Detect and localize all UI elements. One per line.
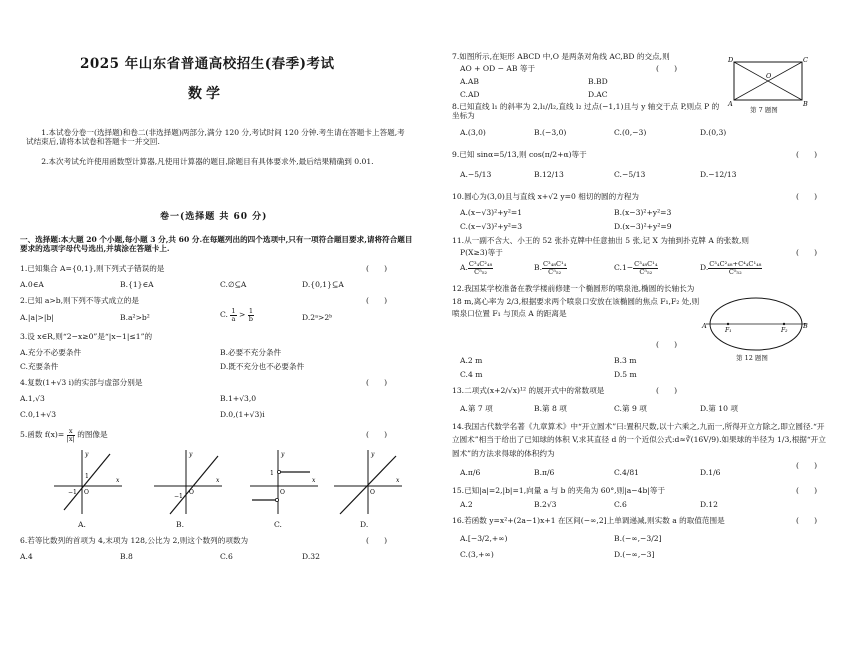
q14-answer-paren: ( ) (796, 461, 818, 470)
q5-graph-a (52, 448, 124, 516)
q4-option-b: B.1+√3,0 (220, 394, 257, 403)
q5-option-c-label: C. (274, 520, 282, 529)
fig12-ellipse-diagram (702, 294, 808, 354)
q5-option-a-label: A. (78, 520, 86, 529)
fig12-label-f1: F₁ (725, 327, 732, 334)
q15-answer-paren: ( ) (796, 486, 818, 495)
note-2: 2.本次考试允许使用函数型计算器,凡使用计算器的题目,除题目有具体要求外,最后结果精确到 0.01. (41, 157, 374, 166)
q5a-label-one: 1 (85, 473, 89, 480)
q1-option-d: D.{0,1}⊆A (302, 280, 344, 289)
q12-option-a: A.2 m (460, 356, 483, 365)
q8-option-b: B.(−3,0) (534, 128, 567, 137)
q15-option-c: C.6 (614, 500, 627, 509)
q6-stem: 6.若等比数列的首项为 4,末项为 128,公比为 2,则这个数列的项数为 (20, 536, 249, 545)
q14-stem: 14.我国古代数学名著《九章算术》中“开立圆术”曰:置积尺数,以十六乘之,九而一,所得开立方除之,即立圆径.“开立圆术”相当于给出了已知球的体积 V,求其直径 d 的一个近似公式:d≈∛(16V/9).如果球的半径为 1/3,根据“开立圆术”的方法求得球的体积约为 (452, 422, 826, 458)
q3-option-d: D.既不充分也不必要条件 (220, 362, 305, 371)
q1-option-a: A.0∈A (20, 280, 44, 289)
q10-option-d: D.(x−3)²+y²=9 (614, 222, 672, 231)
q5b-label-y: y (189, 451, 193, 458)
q11a-num: C³₄C²₄₈ (468, 260, 493, 268)
q11-option-a (460, 261, 493, 275)
q14-option-c: C.4/81 (614, 468, 640, 477)
q14-option-a: A.π/6 (460, 468, 481, 477)
q15-option-d: D.12 (700, 500, 718, 509)
q5d-label-y: y (371, 451, 375, 458)
q9-stem: 9.已知 sinα=5/13,则 cos(π/2+α)等于 (452, 150, 587, 159)
q5-frac-den: |x| (66, 434, 75, 443)
q15-stem: 15.已知|a|=2,|b|=1,向量 a 与 b 的夹角为 60°,则|a−4b|等于 (452, 486, 666, 495)
q13-option-c: C.第 9 项 (614, 404, 647, 413)
section-title: 卷一(选择题 共 60 分) (160, 212, 268, 222)
q5b-label-origin: O (189, 489, 194, 496)
q2-option-c-right-fraction (248, 308, 254, 322)
fig12-caption: 第 12 题图 (736, 354, 768, 362)
q15-option-b: B.2√3 (534, 500, 557, 509)
q5-graph-b (152, 448, 224, 516)
q11-stem-line2: P(X≥3)等于 (460, 248, 503, 257)
q10-option-c: C.(x−√3)²+y²=3 (460, 222, 523, 231)
q14-option-b: B.π/6 (534, 468, 555, 477)
q5b-label-neg-one: −1 (174, 493, 183, 500)
q6-option-b: B.8 (120, 552, 133, 561)
q12-option-c: C.4 m (460, 370, 483, 379)
section-instructions: 一、选择题:本大题 20 个小题,每小题 3 分,共 60 分.在每题列出的四个选项中,只有一项符合题目要求,请将符合题目要求的选项字母代号选出,并填涂在答题卡上. (20, 235, 413, 254)
q5-frac-num: x (67, 428, 75, 436)
q2-option-c (220, 308, 254, 322)
q11b-num: C³₄₈C¹₄ (543, 260, 567, 268)
q16-option-c: C.(3,+∞) (460, 550, 494, 559)
q13-stem: 13.二项式(x+2/√x)¹² 的展开式中的常数项是 (452, 386, 605, 395)
fig7-label-o: O (766, 72, 772, 80)
q11c-den: C⁵₅₂ (639, 267, 653, 276)
q5c-open-dot-lower (275, 498, 278, 501)
q3-stem: 3.设 x∈R,则“2−x≥0”是“|x−1|≤1”的 (20, 332, 153, 341)
left-page (12, 0, 422, 671)
q9-option-c: C.−5/13 (614, 170, 646, 179)
q7-option-d: D.AC (588, 90, 608, 99)
q2-option-b: B.a²>b² (120, 313, 150, 322)
fig12-label-b: B (803, 322, 808, 330)
fig12-label-a: A (702, 322, 707, 330)
q2c-right-den: b (248, 314, 254, 323)
q2-answer-paren: ( ) (366, 296, 388, 305)
fig7-label-c: C (803, 56, 808, 64)
q4-stem: 4.复数(1+√3 i)的实部与虚部分别是 (20, 378, 143, 387)
q3-option-a: A.充分不必要条件 (20, 348, 82, 357)
q11-option-a-label: A. (460, 263, 468, 273)
q5b-label-x: x (216, 477, 220, 484)
q7-option-a: A.AB (460, 77, 479, 86)
q13-option-b: B.第 8 项 (534, 404, 567, 413)
q11-option-b (534, 261, 567, 275)
q8-stem: 8.已知直线 l₁ 的斜率为 2,l₁//l₂,直线 l₂ 过点(−1,1)且与 y 轴交于点 P,则点 P 的坐标为 (452, 102, 720, 121)
q11d-den: C⁵₅₂ (728, 267, 742, 276)
fig7-label-d: D (728, 56, 734, 64)
q2-option-d: D.2ᵃ>2ᵇ (302, 313, 333, 322)
q11b-den: C⁵₅₂ (548, 267, 562, 276)
q1-stem: 1.已知集合 A={0,1},则下列式子错误的是 (20, 264, 165, 273)
q2c-right-num: 1 (248, 307, 254, 315)
q5-stem (20, 428, 108, 442)
right-page (438, 0, 848, 671)
q6-option-a: A.4 (20, 552, 33, 561)
q8-option-a: A.(3,0) (460, 128, 486, 137)
q9-option-d: D.−12/13 (700, 170, 737, 179)
q11-option-d-fraction (708, 261, 762, 275)
q11-stem: 11.从一副不含大、小王的 52 张扑克牌中任意抽出 5 张,记 X 为抽到扑克牌 A 的张数,则 (452, 236, 750, 245)
q5-graph-d (332, 448, 404, 516)
q7-option-b: B.BD (588, 77, 608, 86)
q5a-label-y: y (85, 451, 89, 458)
q16-stem: 16.若函数 y=x²+(2a−1)x+1 在区间(−∞,2]上单调递减,则实数 a 的取值范围是 (452, 516, 725, 525)
fig12-focus-f2 (783, 323, 785, 325)
q6-answer-paren: ( ) (366, 536, 388, 545)
fig7-label-a: A (728, 100, 733, 108)
q12-option-b: B.3 m (614, 356, 637, 365)
q5-stem-tail: 的图像是 (77, 430, 108, 440)
q5a-label-origin: O (84, 489, 89, 496)
q5-answer-paren: ( ) (366, 430, 388, 439)
q5c-label-y: y (281, 451, 285, 458)
q5c-label-x: x (312, 477, 316, 484)
fig7-label-b: B (803, 100, 808, 108)
q7-stem-vector-expression: AO + OD − AB 等于 (460, 64, 536, 73)
q4-option-a: A.1,√3 (20, 394, 45, 403)
q11-answer-paren: ( ) (796, 248, 818, 257)
q16-option-b: B.(−∞,−3/2] (614, 534, 662, 543)
q10-option-b: B.(x−3)²+y²=3 (614, 208, 672, 217)
q12-answer-paren: ( ) (656, 340, 678, 349)
q2c-sign: > (239, 310, 246, 320)
q11-option-b-label: B. (534, 263, 542, 273)
q5-fraction (67, 428, 75, 442)
q7-option-c: C.AD (460, 90, 480, 99)
q11-option-c (614, 261, 658, 275)
q11-option-b-fraction (542, 261, 567, 275)
q10-stem: 10.圆心为(3,0)且与直线 x+√2 y=0 相切的圆的方程为 (452, 192, 640, 201)
q5d-label-x: x (396, 477, 400, 484)
q9-option-a: A.−5/13 (460, 170, 492, 179)
q2c-left-den: a (231, 314, 236, 323)
q10-option-a: A.(x−√3)²+y²=1 (460, 208, 523, 217)
q5a-label-neg-one: −1 (68, 489, 77, 496)
q11-option-d (700, 261, 762, 275)
q5-graph-c (248, 448, 320, 516)
q11-option-a-fraction (468, 261, 493, 275)
q11c-num: C³₄₈C¹₄ (634, 260, 658, 268)
q12-option-d: D.5 m (614, 370, 637, 379)
note-1: 1.本试卷分卷一(选择题)和卷二(非选择题)两部分,满分 120 分,考试时间 120 分钟.考生请在答题卡上答题,考试结束后,请将本试卷和答题卡一并交回. (26, 128, 405, 147)
q5-option-d-label: D. (360, 520, 369, 529)
q2c-left-num: 1 (231, 307, 236, 315)
q4-option-c: C.0,1+√3 (20, 410, 57, 419)
q2-option-c-left-fraction (230, 308, 236, 322)
fig7-rectangle-diagram (728, 56, 808, 106)
q10-answer-paren: ( ) (796, 192, 818, 201)
q11d-num: C³₄C²₄₈+C⁴₄C¹₄₈ (709, 260, 762, 268)
q11-option-d-label: D. (700, 263, 709, 273)
q5d-label-origin: O (370, 489, 375, 496)
q8-option-d: D.(0,3) (700, 128, 727, 137)
q8-option-c: C.(0,−3) (614, 128, 647, 137)
q9-option-b: B.12/13 (534, 170, 564, 179)
exam-title: 2025 年山东省普通高校招生(春季)考试 (80, 56, 335, 72)
q1-option-b: B.{1}∈A (120, 280, 154, 289)
q4-answer-paren: ( ) (366, 378, 388, 387)
q5c-label-origin: O (280, 489, 285, 496)
q14-option-d: D.1/6 (700, 468, 721, 477)
q9-answer-paren: ( ) (796, 150, 818, 159)
q3-option-b: B.必要不充分条件 (220, 348, 282, 357)
q13-option-d: D.第 10 项 (700, 404, 738, 413)
q2-option-c-label: C. (220, 310, 228, 320)
q7-stem: 7.如图所示,在矩形 ABCD 中,O 是两条对角线 AC,BD 的交点,则 (452, 52, 670, 61)
q16-option-a: A.[−3/2,+∞) (460, 534, 508, 543)
q6-option-d: D.32 (302, 552, 320, 561)
q1-option-c: C.∅⊆A (220, 280, 247, 289)
q11a-den: C⁵₅₂ (474, 267, 488, 276)
q7-answer-paren: ( ) (656, 64, 678, 73)
q6-option-c: C.6 (220, 552, 233, 561)
fig7-caption: 第 7 题图 (750, 106, 778, 114)
q5c-open-dot-upper (277, 470, 280, 473)
fig12-focus-f1 (727, 323, 729, 325)
q12-stem: 12.我国某学校准备在教学楼前修建一个椭圆形的喷泉池,椭圆的长轴长为 18 m,离心率为 2/3,根据要求两个喷泉口安放在该椭圆的焦点 F₁,F₂ 处,则喷泉口位置 F₁ 与顶点 A 的距离是 (452, 284, 700, 319)
q5-stem-head: 5.函数 f(x)= (20, 430, 65, 440)
q2-stem: 2.已知 a>b,则下列不等式成立的是 (20, 296, 139, 305)
q5b-line (170, 456, 218, 514)
q2-option-a: A.|a|>|b| (20, 313, 54, 322)
q13-answer-paren: ( ) (656, 386, 678, 395)
q11-option-c-fraction (633, 261, 658, 275)
q13-option-a: A.第 7 项 (460, 404, 493, 413)
q15-option-a: A.2 (460, 500, 473, 509)
q5a-line (64, 454, 110, 510)
q5-option-b-label: B. (176, 520, 184, 529)
q1-answer-paren: ( ) (366, 264, 388, 273)
q4-option-d: D.0,(1+√3)i (220, 410, 265, 419)
q5a-label-x: x (116, 477, 120, 484)
q16-answer-paren: ( ) (796, 516, 818, 525)
exam-subject: 数学 (188, 86, 224, 102)
q16-option-d: D.(−∞,−3] (614, 550, 655, 559)
fig12-label-f2: F₂ (781, 327, 788, 334)
q3-option-c: C.充要条件 (20, 362, 59, 371)
q5c-label-one: 1 (270, 470, 274, 477)
q11-option-c-label: C.1− (614, 263, 634, 273)
